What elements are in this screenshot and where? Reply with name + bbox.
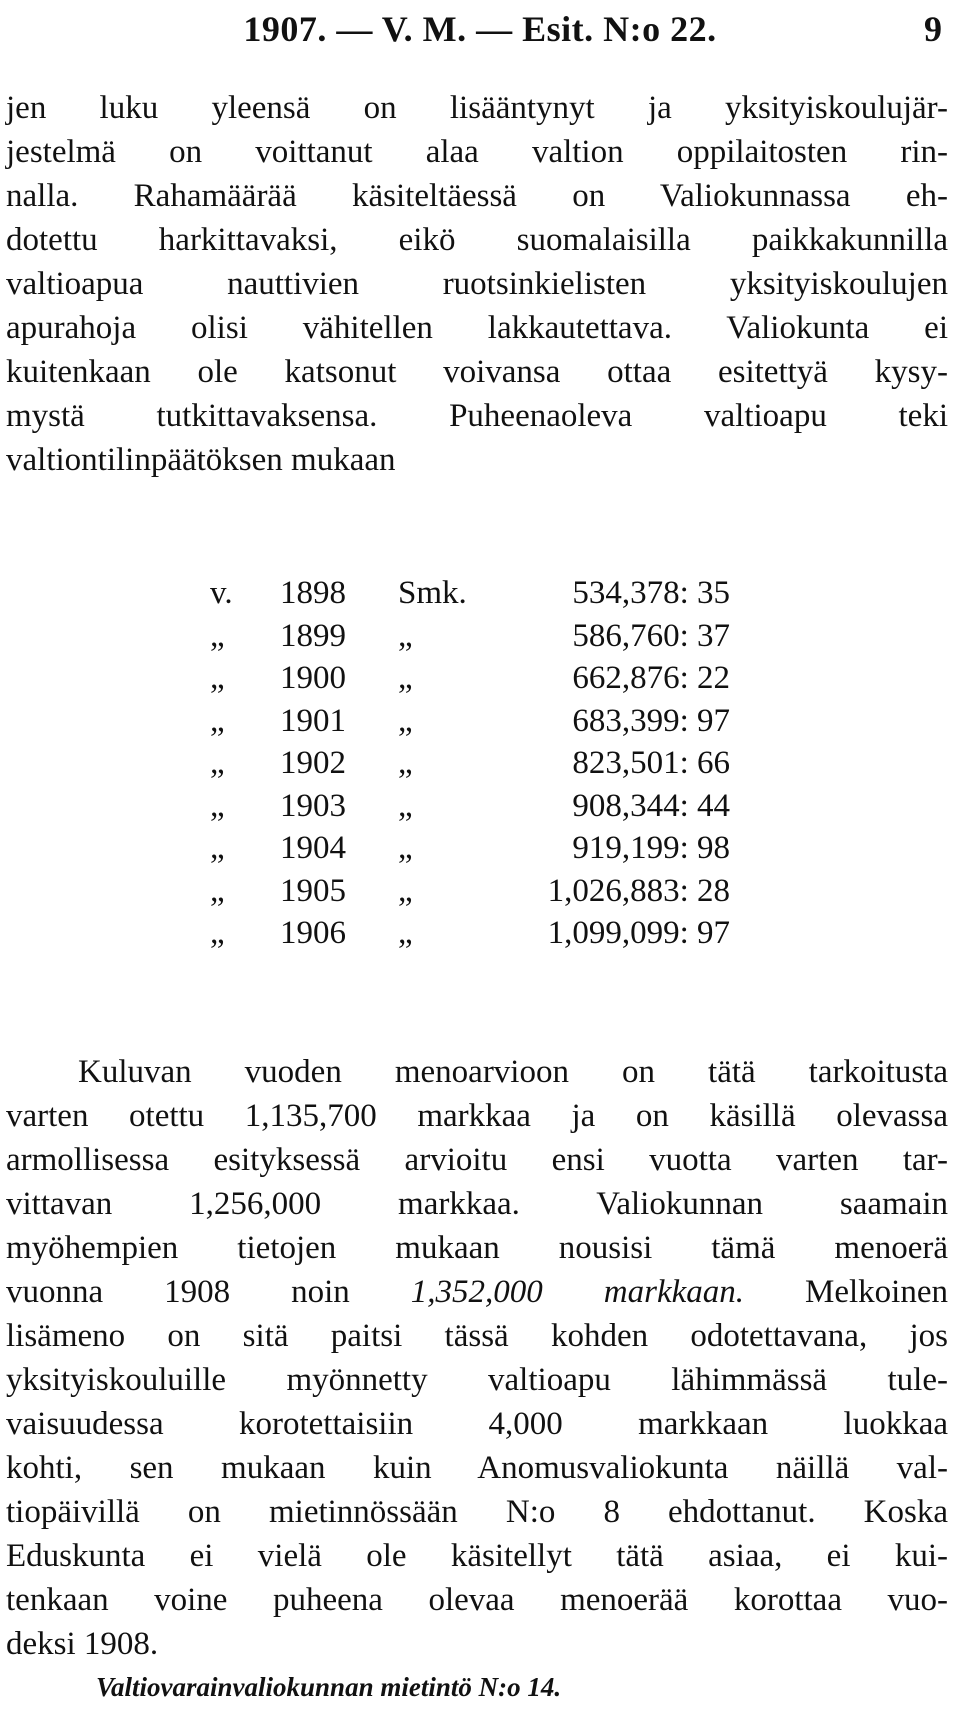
year-cell: 1903	[280, 787, 346, 824]
text-line: Kuluvan vuoden menoarvioon on tätä tarkoitusta	[78, 1054, 948, 1090]
text-line: kohti, sen mukaan kuin Anomusvaliokunta näillä val-	[6, 1450, 948, 1486]
year-prefix: „	[210, 745, 225, 781]
text-line: mystä tutkittavaksensa. Puheenaoleva valtioapu teki	[6, 398, 948, 434]
text-line: vaisuudessa korotettaisiin 4,000 markkaan luokkaa	[6, 1406, 948, 1442]
amount-cell: 683,399: 97	[572, 702, 730, 739]
amount-cell: 823,501: 66	[572, 745, 730, 781]
currency-cell: Smk.	[398, 575, 467, 611]
text-line-mixed	[6, 1270, 948, 1314]
text-line: valtiontilinpäätöksen mukaan	[6, 442, 396, 478]
page-header	[0, 8, 960, 52]
year-cell: 1899	[280, 617, 346, 654]
table-row	[0, 827, 960, 870]
text-line: jen luku yleensä on lisääntynyt ja yksityiskoulujär-	[6, 90, 948, 126]
text-line: deksi 1908.	[6, 1626, 159, 1662]
table-row	[0, 572, 960, 615]
year-cell: 1904	[280, 830, 346, 866]
currency-cell: „	[398, 660, 413, 696]
currency-cell: „	[398, 915, 413, 951]
year-cell: 1898	[280, 575, 346, 611]
currency-cell: „	[398, 872, 413, 909]
year-cell: 1906	[280, 915, 346, 951]
currency-cell: „	[398, 787, 413, 824]
text-line: lisämeno on sitä paitsi tässä kohden odotettavana, jos	[6, 1318, 948, 1354]
table-row	[0, 742, 960, 785]
year-prefix: „	[210, 660, 225, 696]
year-prefix: „	[210, 787, 225, 824]
text-line: vittavan 1,256,000 markkaa. Valiokunnan saamain	[6, 1186, 948, 1222]
text-line: varten otettu 1,135,700 markkaa ja on käsillä olevassa	[6, 1098, 948, 1134]
table-row	[0, 700, 960, 743]
italic-amount: 1,352,000 markkaan.	[410, 1274, 745, 1310]
amount-cell: 662,876: 22	[572, 660, 730, 696]
text-line: myöhempien tietojen mukaan nousisi tämä menoerä	[6, 1230, 948, 1266]
table-row	[0, 615, 960, 658]
amount-cell: 919,199: 98	[572, 830, 730, 866]
page-number: 9	[924, 9, 942, 49]
text-line: tenkaan voine puheena olevaa menoerää korottaa vuo-	[6, 1582, 948, 1618]
footer-reference: Valtiovarainvaliokunnan mietintö N:o 14.	[96, 1672, 562, 1702]
year-cell: 1905	[280, 872, 346, 909]
year-prefix: „	[210, 872, 225, 909]
text-segment: Melkoinen	[744, 1274, 948, 1310]
year-prefix: „	[210, 830, 225, 866]
paragraph-2	[6, 1050, 948, 1666]
text-line: apurahoja olisi vähitellen lakkautettava. Valiokunta ei	[6, 310, 948, 346]
text-line: yksityiskouluille myönnetty valtioapu lähimmässä tule-	[6, 1362, 948, 1398]
text-segment: vuonna 1908 noin	[6, 1274, 411, 1310]
table-row	[0, 912, 960, 955]
year-cell: 1902	[280, 745, 346, 781]
year-prefix: „	[210, 702, 225, 739]
paragraph-1	[6, 86, 948, 482]
amount-cell: 534,378: 35	[572, 575, 730, 611]
text-line: nalla. Rahamäärää käsiteltäessä on Valiokunnassa eh-	[6, 178, 948, 214]
appropriation-table	[0, 572, 960, 955]
currency-cell: „	[398, 702, 413, 739]
text-line: Eduskunta ei vielä ole käsitellyt tätä asiaa, ei kui-	[6, 1538, 948, 1574]
year-cell: 1901	[280, 702, 346, 739]
currency-cell: „	[398, 617, 413, 654]
amount-cell: 908,344: 44	[572, 787, 730, 824]
amount-cell: 1,099,099: 97	[547, 915, 730, 951]
year-prefix: „	[210, 915, 225, 951]
year-prefix: „	[210, 617, 225, 654]
text-line: dotettu harkittavaksi, eikö suomalaisilla paikkakunnilla	[6, 222, 948, 258]
table-row	[0, 785, 960, 828]
text-line: jestelmä on voittanut alaa valtion oppilaitosten rin-	[6, 134, 948, 170]
table-row	[0, 657, 960, 700]
currency-cell: „	[398, 830, 413, 866]
currency-cell: „	[398, 745, 413, 781]
text-line: kuitenkaan ole katsonut voivansa ottaa esitettyä kysy-	[6, 354, 948, 390]
header-title: 1907. — V. M. — Esit. N:o 22.	[243, 9, 717, 49]
amount-cell: 586,760: 37	[572, 617, 730, 654]
text-line: armollisessa esityksessä arvioitu ensi vuotta varten tar-	[6, 1142, 948, 1178]
table-row	[0, 870, 960, 913]
text-line: valtioapua nauttivien ruotsinkielisten yksityiskoulujen	[6, 266, 948, 302]
amount-cell: 1,026,883: 28	[547, 872, 730, 909]
year-prefix: v.	[210, 575, 233, 611]
year-cell: 1900	[280, 660, 346, 696]
text-line: tiopäivillä on mietinnössään N:o 8 ehdottanut. Koska	[6, 1494, 948, 1530]
